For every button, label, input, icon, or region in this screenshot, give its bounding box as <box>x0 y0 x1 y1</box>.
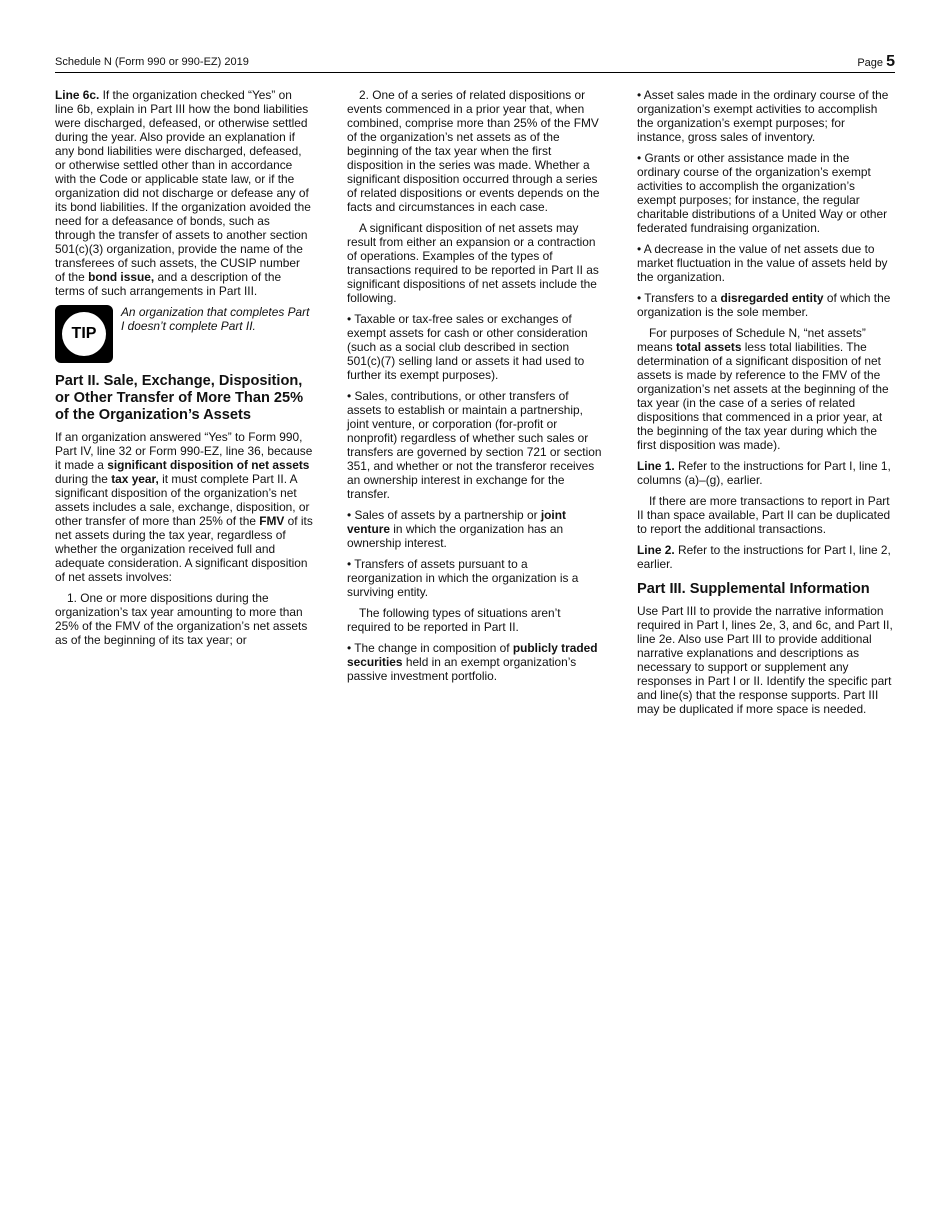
column-1 <box>55 88 313 654</box>
total-assets-term: total assets <box>676 340 742 354</box>
more-transactions-paragraph: If there are more transactions to report in Part II than space available, Part II can be duplicated to report the additional transactions. <box>637 494 891 536</box>
fmv-term: FMV <box>259 514 285 528</box>
line-6c-text-end: and a description of the terms of such arrangements in Part III. <box>55 270 282 298</box>
bullet-disregarded-entity <box>637 291 895 319</box>
bullet-text: • The change in composition of <box>347 641 513 655</box>
form-title: Schedule N (Form 990 or 990-EZ) 2019 <box>55 56 249 68</box>
definition-text: For purposes of Schedule N, “net assets” means <box>637 326 866 354</box>
column-2 <box>347 88 605 690</box>
tax-year-term: tax year, <box>111 472 159 486</box>
publicly-traded-term: publicly traded securities <box>347 641 598 669</box>
definition-text-end: less total liabilities. The determination of a significant disposition of net assets is made by reference to the FMV of the organization’s net assets at the beginning of the tax year (in the case of a series of related dispositions that commenced in a prior year, at the beginning of the tax year during which the first disposition was made). <box>637 340 889 452</box>
tip-text: An organization that completes Part I doesn’t complete Part II. <box>121 305 310 333</box>
joint-venture-term: joint venture <box>347 508 566 536</box>
line-2-label: Line 2. <box>637 543 675 557</box>
bullet-text: • Transfers to a <box>637 291 721 305</box>
tip-badge: TIP <box>62 312 106 356</box>
part-3-paragraph: Use Part III to provide the narrative information required in Part I, lines 2e, 3, and 6c, and Part II, line 2e. Also use Part III to provide additional narrative explanations and descriptions as necessary to support or supplement any responses in Part I or II. Identify the specific part and line(s) that the response supports. Part III may be duplicated if more space is needed. <box>637 604 893 716</box>
significant-disposition-term: significant disposition of net assets <box>107 458 310 472</box>
bullet-market-decrease: • A decrease in the value of net assets due to market fluctuation in the value of assets held by the organization. <box>637 242 888 284</box>
part-2-intro <box>55 430 313 584</box>
line-6c-label: Line 6c. <box>55 88 100 102</box>
bullet-text-end: held in an exempt organization’s passive investment portfolio. <box>347 655 577 683</box>
bullet-partnership-sales <box>347 508 605 550</box>
column-3 <box>637 88 895 723</box>
line-2-text: Refer to the instructions for Part I, line 2, earlier. <box>637 543 891 571</box>
bullet-text: • Sales of assets by a partnership or <box>347 508 541 522</box>
not-reported-paragraph: The following types of situations aren’t required to be reported in Part II. <box>347 606 561 634</box>
page-number: 5 <box>886 53 895 70</box>
bullet-contributions: • Sales, contributions, or other transfers of assets to establish or maintain a partnership, joint venture, or corporation (for-profit or nonprofit) regardless of whether such sales or transfers are governed by section 721 or section 351, and whether or not the transferor receives an ownership interest in exchange for the transfer. <box>347 389 602 501</box>
line-1-paragraph <box>637 459 895 487</box>
part-3-heading: Part III. Supplemental Information <box>637 581 870 597</box>
line-6c-text: If the organization checked “Yes” on line 6b, explain in Part III how the bond liabilities were discharged, defeased, or otherwise settled during the year. Also provide an explanation if any bond liabilities were discharged, defeased, or otherwise settled other than in accordance with the Code or applicable state law, or if the organization did not discharge or defease any of its bond liabilities. If the organization avoided the need for a defeasance of bonds, such as through the transfer of assets to another section 501(c)(3) organization, provide the name of the transferees of such assets, the CUSIP number of the <box>55 88 311 284</box>
bullet-text-end: of which the organization is the sole member. <box>637 291 891 319</box>
part-2-heading: Part II. Sale, Exchange, Disposition, or Other Transfer of More Than 25% of the Organization’s Assets <box>55 373 304 423</box>
page-header <box>55 54 895 73</box>
list-item-1: 1. One or more dispositions during the organization’s tax year amounting to more than 25% of the FMV of the organization’s net assets as of the beginning of its tax year; or <box>55 591 308 647</box>
part-2-text-d: it must complete Part II. A significant disposition of the organization’s net assets includes a sale, exchange, disposition, or other transfer of more than 25% of the <box>55 472 310 528</box>
line-2-paragraph <box>637 543 895 571</box>
part-2-text-c: during the <box>55 472 112 486</box>
bond-issue-term: bond issue, <box>88 270 155 284</box>
part-2-text-a: If an organization answered “Yes” to Form 990, Part IV, line 32 or Form 990-EZ, line 36, because it made a <box>55 430 313 472</box>
tip-icon <box>55 305 113 363</box>
bullet-securities <box>347 641 605 683</box>
line-1-label: Line 1. <box>637 459 675 473</box>
significant-disposition-paragraph: A significant disposition of net assets may result from either an expansion or a contraction of operations. Examples of the types of transactions required to be reported in Part II as significant dispositions of net assets include the following. <box>347 221 599 305</box>
bullet-grants: • Grants or other assistance made in the ordinary course of the organization’s exempt activities to accomplish the organization’s exempt purposes; for instance, the regular charitable distributions of a United Way or other federated fundraising organization. <box>637 151 888 235</box>
list-item-2: 2. One of a series of related dispositions or events commenced in a prior year that, when combined, comprise more than 25% of the FMV of the organization’s net assets as of the beginning of the tax year when the first disposition in the series was made. Whether a significant disposition occurred through a series of related dispositions or events depends on the facts and circumstances in each case. <box>347 88 600 214</box>
net-assets-definition <box>637 326 895 452</box>
bullet-reorganization: • Transfers of assets pursuant to a reorganization in which the organization is a surviving entity. <box>347 557 579 599</box>
bullet-taxable-sales: • Taxable or tax-free sales or exchanges of exempt assets for cash or other consideration (such as a social club described in section 501(c)(7) selling land or assets it had used to further its exempt purposes). <box>347 312 588 382</box>
line-1-text: Refer to the instructions for Part I, line 1, columns (a)–(g), earlier. <box>637 459 891 487</box>
part-2-text-e: of its net assets during the tax year, regardless of whether the organization received full and adequate consideration. A significant disposition of net assets involves: <box>55 514 313 584</box>
page-number-label <box>857 55 895 70</box>
disregarded-entity-term: disregarded entity <box>720 291 824 305</box>
bullet-text-end: in which the organization has an ownership interest. <box>347 522 564 550</box>
page-label: Page <box>857 57 884 69</box>
tip-callout <box>55 305 313 363</box>
line-6c-paragraph <box>55 88 313 298</box>
bullet-asset-sales: • Asset sales made in the ordinary course of the organization’s exempt activities to accomplish the organization’s exempt purposes; for instance, gross sales of inventory. <box>637 88 889 144</box>
